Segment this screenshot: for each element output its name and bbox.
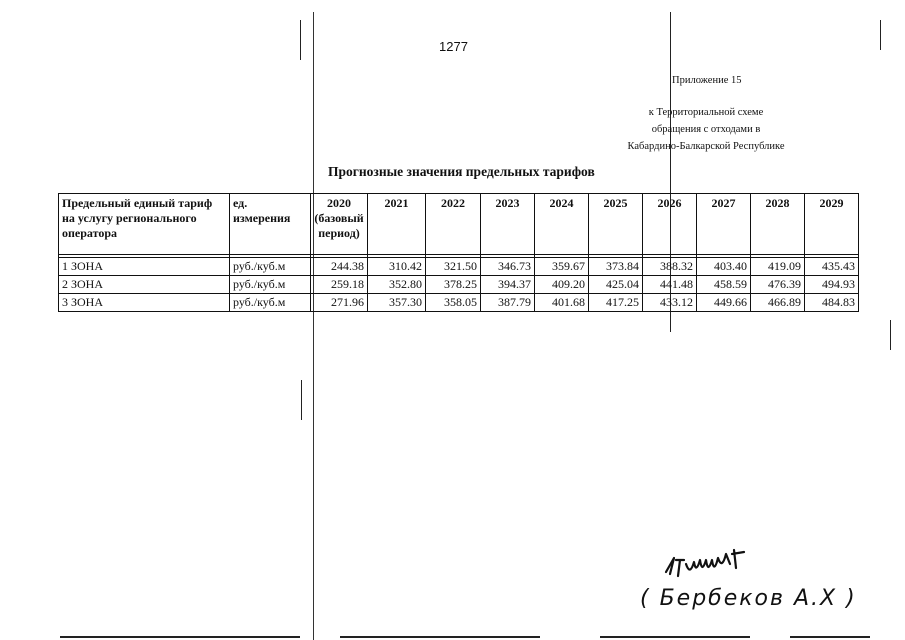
scan-artifact-line [890,320,891,350]
tariff-table [58,193,859,312]
scan-artifact-line [301,380,302,420]
scan-artifact-line [300,20,301,60]
tariff-value-cell: 346.73 [481,258,535,276]
appendix-text [620,104,792,155]
page-number: 1277 [439,39,468,54]
scan-artifact-line [600,636,750,638]
tariff-value-cell: 259.18 [311,276,368,294]
unit-cell: руб./куб.м [230,276,311,294]
table-row [59,294,859,312]
tariff-value-cell: 373.84 [589,258,643,276]
column-header-tariff: Предельный единый тариф на услугу регионального оператора [59,194,230,255]
table-row [59,276,859,294]
tariff-value-cell: 494.93 [805,276,859,294]
appendix-line: Кабардино-Балкарской Республике [627,141,785,152]
column-header-year: 2027 [697,194,751,255]
scan-artifact-line [790,636,870,638]
column-header-year: 2022 [426,194,481,255]
tariff-value-cell: 387.79 [481,294,535,312]
tariff-value-cell: 476.39 [751,276,805,294]
scan-artifact-line [60,636,300,638]
column-header-year: 2020 (базовый период) [311,194,368,255]
tariff-value-cell: 458.59 [697,276,751,294]
tariff-value-cell: 417.25 [589,294,643,312]
column-header-year: 2025 [589,194,643,255]
tariff-value-cell: 378.25 [426,276,481,294]
tariff-value-cell: 358.05 [426,294,481,312]
tariff-value-cell: 321.50 [426,258,481,276]
zone-label: 1 ЗОНА [59,258,230,276]
document-title: Прогнозные значения предельных тарифов [328,164,595,179]
tariff-value-cell: 403.40 [697,258,751,276]
tariff-value-cell: 435.43 [805,258,859,276]
tariff-value-cell: 441.48 [643,276,697,294]
tariff-value-cell: 409.20 [535,276,589,294]
column-header-year: 2026 [643,194,697,255]
signature-mark [660,540,780,585]
table-header-row [59,194,859,255]
tariff-value-cell: 466.89 [751,294,805,312]
tariff-value-cell: 357.30 [368,294,426,312]
tariff-value-cell: 352.80 [368,276,426,294]
tariff-value-cell: 359.67 [535,258,589,276]
tariff-value-cell: 394.37 [481,276,535,294]
tariff-value-cell: 484.83 [805,294,859,312]
column-header-year: 2029 [805,194,859,255]
tariff-value-cell: 271.96 [311,294,368,312]
tariff-value-cell: 388.32 [643,258,697,276]
column-header-year: 2024 [535,194,589,255]
column-header-year: 2028 [751,194,805,255]
tariff-value-cell: 401.68 [535,294,589,312]
appendix-line: к Территориальной схеме [648,107,764,118]
tariff-table-body [59,255,859,312]
appendix-line: обращения с отходами в [651,124,761,135]
tariff-value-cell: 449.66 [697,294,751,312]
column-header-unit: ед. измерения [230,194,311,255]
table-row [59,258,859,276]
tariff-value-cell: 310.42 [368,258,426,276]
tariff-value-cell: 244.38 [311,258,368,276]
tariff-value-cell: 433.12 [643,294,697,312]
column-header-year: 2023 [481,194,535,255]
zone-label: 3 ЗОНА [59,294,230,312]
tariff-value-cell: 419.09 [751,258,805,276]
signer-name: ( Бербеков А.Х ) [640,586,857,611]
unit-cell: руб./куб.м [230,258,311,276]
scan-artifact-line [313,12,314,640]
scan-artifact-line [880,20,881,50]
unit-cell: руб./куб.м [230,294,311,312]
appendix-title: Приложение 15 [672,75,742,86]
column-header-year: 2021 [368,194,426,255]
tariff-value-cell: 425.04 [589,276,643,294]
zone-label: 2 ЗОНА [59,276,230,294]
scan-artifact-line [340,636,540,638]
